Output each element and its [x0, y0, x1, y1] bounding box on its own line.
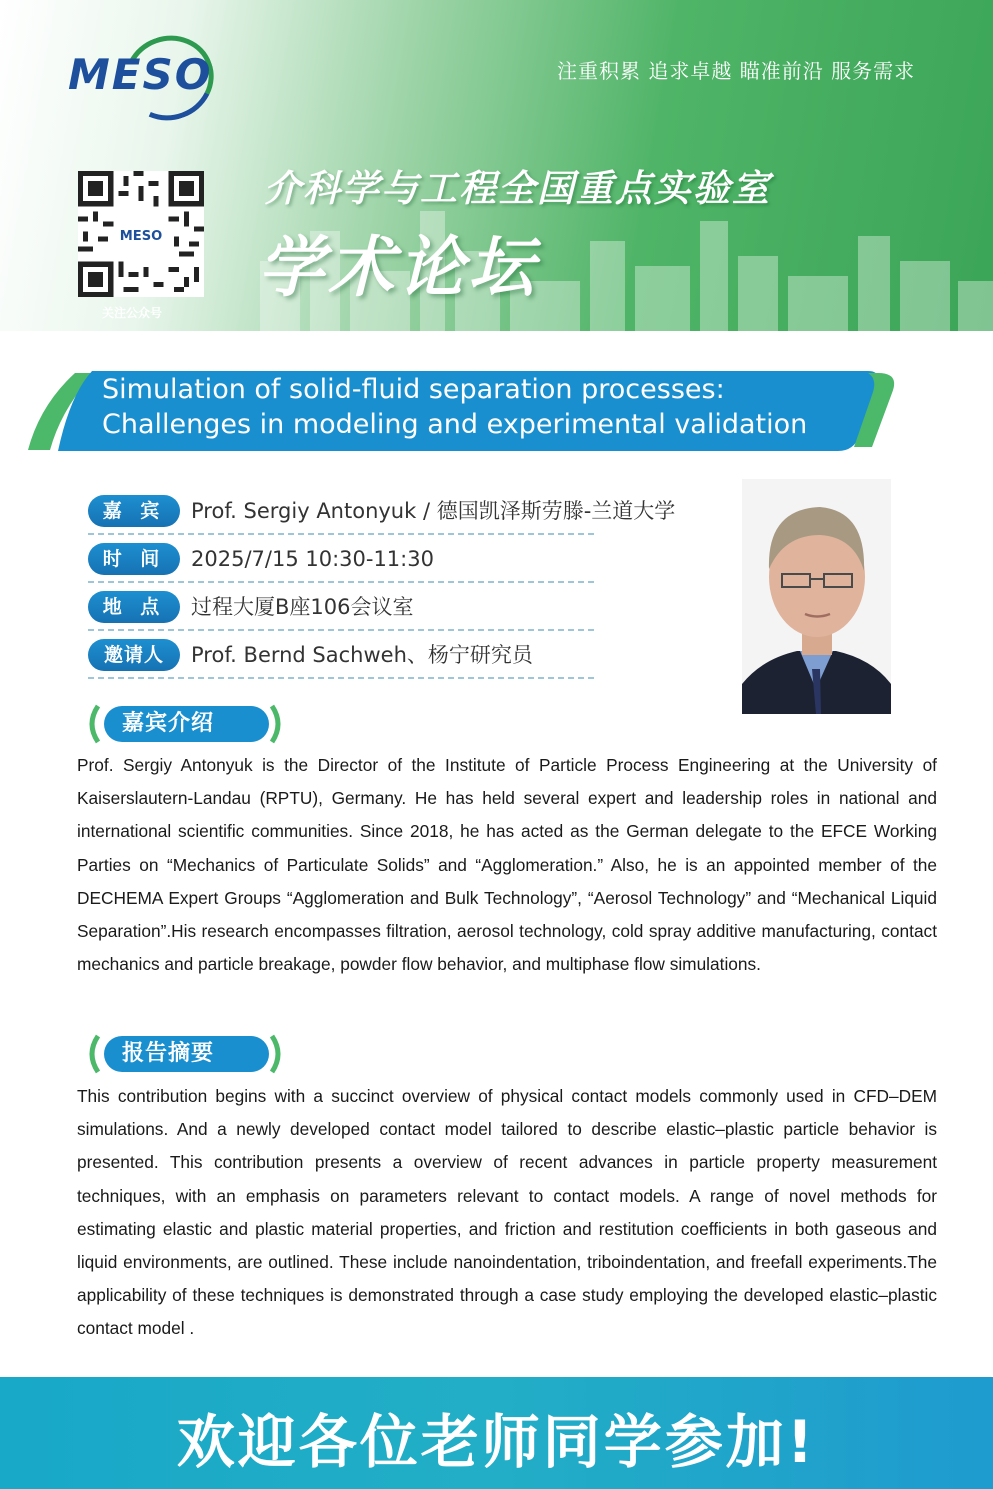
info-row-host: [88, 633, 594, 679]
section-heading-abstract: [84, 1033, 284, 1075]
qr-label: 关注公众号: [102, 306, 163, 320]
abstract-paragraph: This contribution begins with a succinct overview of physical contact models commonly used in CFD–DEM simulations. And a newly developed contact model tailored to describe elastic–plastic particle behavior is presented. This contribution presents a overview of recent advances in particle property measurement techniques, with an emphasis on parameters relevant to contact models. A range of novel methods for estimating elastic and plastic material properties, and friction and restitution coefficients in both gaseous and liquid environments, are outlined. These include nanoindentation, triboindentation, and freefall experiments.The applicability of these techniques is demonstrated through a case study employing the developed elastic–plastic contact model .: [77, 1086, 937, 1339]
info-value-location: 过程大厦B座106会议室: [191, 595, 414, 619]
bio-paragraph: Prof. Sergiy Antonyuk is the Director of the Institute of Particle Process Engineering at the University of Kaiserslautern-Landau (RPTU), Germany. He has held several expert and leadership roles in national and international scientific communities. Since 2018, he has acted as the German delegate to the EFCE Working Parties on “Mechanics of Particulate Solids” and “Agglomeration.” Also, he is an appointed member of the DECHEMA Expert Groups “Agglomeration and Bulk Technology”, “Aerosol Technology” and “Mechanical Liquid Separation”.His research encompasses filtration, aerosol technology, cold spray additive manufacturing, contact mechanics and particle breakage, powder flow behavior, and multiphase flow simulations.: [77, 755, 937, 975]
speaker-photo: [742, 479, 891, 714]
meso-logo: [68, 32, 243, 118]
talk-title-line1: Simulation of solid-fluid separation processes:: [102, 374, 725, 405]
logo-text: MESO: [68, 50, 213, 99]
poster-header: [0, 0, 993, 331]
forum-title: 学术论坛: [258, 229, 538, 306]
talk-title: [102, 372, 862, 442]
section-heading-bio-text: 嘉宾介绍: [122, 711, 215, 736]
info-label-location: 地 点: [88, 591, 180, 623]
footer-banner: [0, 1377, 993, 1489]
footer-welcome-text: 欢迎各位老师同学参加!: [176, 1408, 817, 1476]
info-value-guest: Prof. Sergiy Antonyuk / 德国凯泽斯劳滕-兰道大学: [191, 499, 676, 523]
section-heading-bio: [84, 703, 284, 745]
info-value-host: Prof. Bernd Sachweh、杨宁研究员: [191, 643, 533, 667]
info-row-time: [88, 537, 594, 583]
section-heading-abstract-text: 报告摘要: [122, 1041, 215, 1066]
info-label-time: 时 间: [88, 543, 180, 575]
info-row-location: [88, 585, 594, 631]
info-row-guest: [88, 489, 676, 535]
info-label-host: 邀请人: [88, 639, 180, 671]
info-label-guest: 嘉 宾: [88, 495, 180, 527]
talk-title-line2: Challenges in modeling and experimental validation: [102, 409, 808, 440]
svg-text:MESO: MESO: [119, 229, 163, 245]
qr-code-icon: [78, 171, 204, 297]
lab-name: 介科学与工程全国重点实验室: [264, 167, 771, 210]
info-value-time: 2025/7/15 10:30-11:30: [191, 547, 434, 571]
slogan: 注重积累 追求卓越 瞄准前沿 服务需求: [557, 59, 916, 83]
